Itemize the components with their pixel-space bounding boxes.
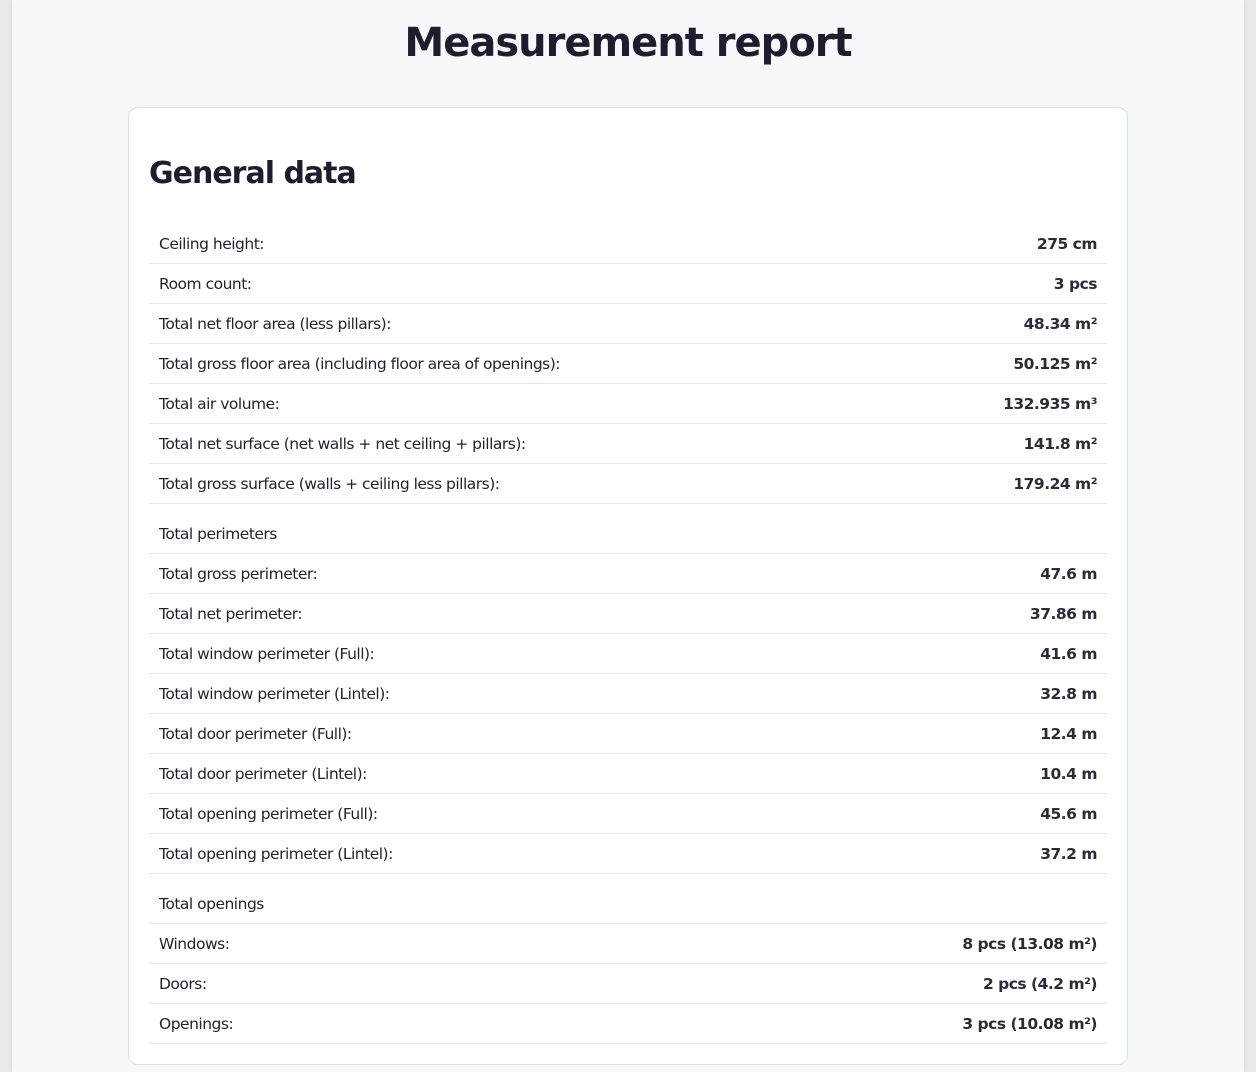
table-row: [149, 794, 1107, 834]
row-value: 10.4 m: [1040, 764, 1097, 783]
row-label: Doors:: [159, 974, 207, 993]
table-row: [149, 834, 1107, 874]
table-row: [149, 464, 1107, 504]
row-value: 37.2 m: [1040, 844, 1097, 863]
table-row: [149, 554, 1107, 594]
table-row: [149, 594, 1107, 634]
table-row: [149, 754, 1107, 794]
row-value: 8 pcs (13.08 m²): [962, 934, 1097, 953]
table-row: [149, 674, 1107, 714]
table-row: [149, 344, 1107, 384]
group-header-label: Total openings: [159, 894, 264, 913]
table-row: [149, 264, 1107, 304]
row-value: 2 pcs (4.2 m²): [982, 974, 1097, 993]
row-value: 41.6 m: [1040, 644, 1097, 663]
row-label: Total gross floor area (including floor area of openings):: [159, 354, 561, 373]
row-label: Windows:: [159, 934, 230, 953]
row-label: Total air volume:: [159, 394, 280, 413]
table-row: [149, 224, 1107, 264]
table-row: [149, 924, 1107, 964]
table-row: [149, 384, 1107, 424]
row-label: Openings:: [159, 1014, 234, 1033]
row-value: 45.6 m: [1040, 804, 1097, 823]
row-label: Total window perimeter (Lintel):: [159, 684, 390, 703]
row-value: 3 pcs: [1053, 274, 1097, 293]
section-title: General data: [149, 156, 356, 191]
table-row: [149, 424, 1107, 464]
group-header-label: Total perimeters: [159, 524, 277, 543]
row-value: 141.8 m²: [1023, 434, 1097, 453]
row-value: 179.24 m²: [1013, 474, 1097, 493]
table-row: [149, 964, 1107, 1004]
row-label: Total gross perimeter:: [159, 564, 318, 583]
report-page: [12, 0, 1244, 1072]
row-label: Room count:: [159, 274, 252, 293]
row-label: Total opening perimeter (Full):: [159, 804, 378, 823]
row-value: 32.8 m: [1040, 684, 1097, 703]
row-label: Total door perimeter (Lintel):: [159, 764, 367, 783]
row-value: 132.935 m³: [1003, 394, 1097, 413]
table-row: [149, 634, 1107, 674]
row-value: 48.34 m²: [1023, 314, 1097, 333]
row-label: Total net floor area (less pillars):: [159, 314, 391, 333]
table-row: [149, 304, 1107, 344]
table-row: [149, 1004, 1107, 1044]
row-label: Total window perimeter (Full):: [159, 644, 375, 663]
group-header-row: [149, 504, 1107, 554]
data-table: [149, 224, 1107, 1044]
row-value: 47.6 m: [1040, 564, 1097, 583]
row-label: Total opening perimeter (Lintel):: [159, 844, 393, 863]
row-label: Total gross surface (walls + ceiling less pillars):: [159, 474, 500, 493]
row-label: Total net perimeter:: [159, 604, 303, 623]
general-data-card: [128, 107, 1128, 1065]
row-value: 3 pcs (10.08 m²): [962, 1014, 1097, 1033]
row-label: Total door perimeter (Full):: [159, 724, 352, 743]
row-value: 50.125 m²: [1013, 354, 1097, 373]
page-title: Measurement report: [404, 20, 852, 66]
row-value: 275 cm: [1036, 234, 1097, 253]
table-row: [149, 714, 1107, 754]
row-value: 37.86 m: [1029, 604, 1097, 623]
group-header-row: [149, 874, 1107, 924]
row-label: Total net surface (net walls + net ceiling + pillars):: [159, 434, 526, 453]
row-value: 12.4 m: [1040, 724, 1097, 743]
row-label: Ceiling height:: [159, 234, 264, 253]
